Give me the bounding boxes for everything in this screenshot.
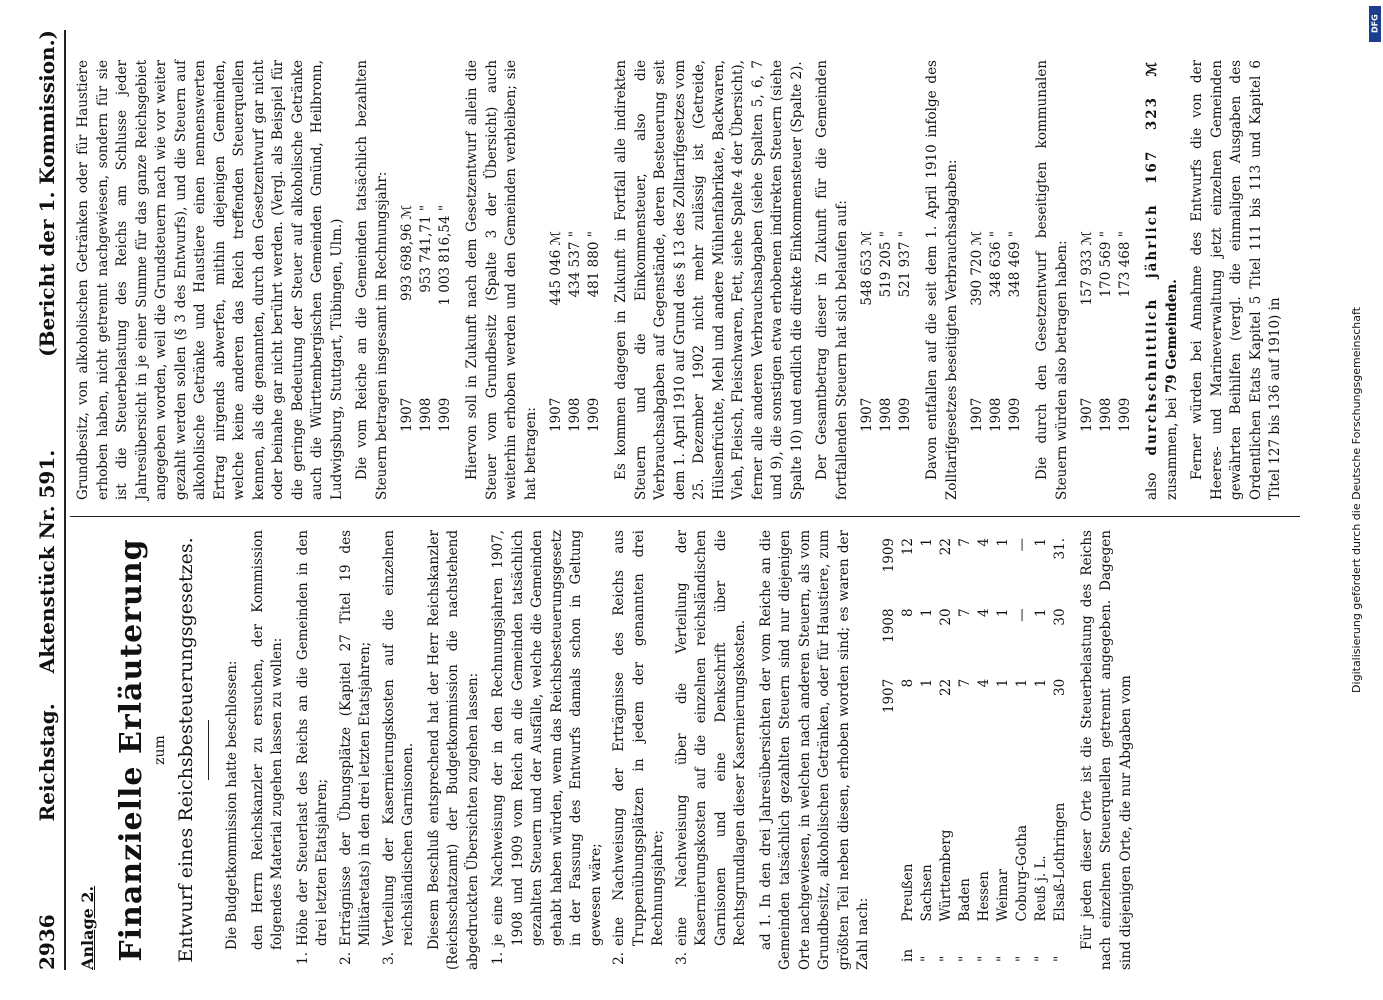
amount-table-verbrauch bbox=[968, 223, 1025, 440]
year-header: 1908 bbox=[880, 608, 897, 643]
paragraph: ad 1. In den drei Jahresübersichten der vom Reiche an die Gemeinden tatsächlich gezahlten Steuern sind nur diejenigen Orte nachgewiesen, in welchen nach anderen Steuern, als vom Grundbesitz, alkoholischen Getränken, oder für Haustiere, zum größten Teil neben diesen, erhoben worden sind; es waren der Zahl nach: bbox=[757, 530, 871, 970]
list-item bbox=[610, 530, 669, 970]
year-cell: 1907 bbox=[859, 397, 875, 432]
left-column bbox=[74, 530, 1294, 970]
table-row bbox=[436, 197, 455, 440]
year-cell: 1908 bbox=[988, 397, 1004, 432]
count-cell: 4 bbox=[975, 678, 992, 688]
table-row bbox=[417, 197, 436, 440]
column-divider bbox=[70, 516, 1300, 517]
row-prefix: " bbox=[994, 955, 1011, 962]
paragraph: Grundbesitz, von alkoholischen Getränken oder für Haustiere erhoben haben, nicht getrennt nachgewiesen, sondern für sie ist die Steuerbelastung des Reichs am Schlusse jeder Jahresübersicht in je einer Summe für das ganze Reichsgebiet angegeben worden, weil die Grundsteuern nach wie vor weiter gezahlt werden sollen (§ 3 des Entwurfs), und die Steuern auf alkoholische Getränke und Haustiere einen nennenswerten Ertrag nirgends abwerfen, mithin diejenigen Gemeinden, welche keine anderen das Reich treffenden Steuerquellen kennen, als die genannten, durch den Gesetzentwurf gar nicht oder beinahe gar nicht berührt werden. (Vergl. als Beispiel für die geringe Bedeutung der Steuer auf alkoholische Getränke auch die Württembergischen Gemeinden Gmünd, Heilbronn, Ludwigsburg, Stuttgart, Tübingen, Ulm.) bbox=[75, 60, 345, 500]
page-header bbox=[30, 30, 66, 970]
request-list bbox=[294, 530, 419, 970]
count-cell: 1 bbox=[918, 678, 935, 688]
paragraph: Die durch den Gesetzentwurf beseitigten kommunalen Steuern würden also betragen haben: bbox=[1034, 60, 1070, 500]
state-name: Reuß j. L. bbox=[1032, 855, 1049, 922]
list-text: je eine Nachweisung der in den Rechnungsjahren 1907, 1908 und 1909 vom Reich an die Gemeinden tatsächlich gezahlten Steuern und der Ausfälle, welche die Gemeinden gehabt haben würden, wenn das Reichsbesteuerungsgesetz in der Fassung des Entwurfs damals schon in Geltung gewesen wäre; bbox=[490, 530, 604, 946]
emphasized-amount: durchschnittlich jährlich 167 323 ℳ bbox=[1144, 60, 1160, 456]
list-item bbox=[489, 530, 606, 970]
year-cell: 1909 bbox=[437, 397, 453, 432]
list-number: 3. bbox=[673, 952, 690, 965]
table-row bbox=[968, 223, 987, 440]
paragraph: den Herrn Reichskanzler zu ersuchen, der Kommission folgendes Material zugehen lassen zu wollen: bbox=[249, 530, 285, 950]
average-statement bbox=[1143, 60, 1182, 500]
state-name: Sachsen bbox=[918, 864, 935, 922]
paragraph: Für jeden dieser Orte ist die Steuerbelastung des Reichs nach einzelnen Steuerquellen getrennt angegeben. Dagegen sind diejenigen Orte, die nur Abgaben vom bbox=[1078, 530, 1134, 970]
count-cell: 8 bbox=[899, 608, 916, 617]
count-cell: 22 bbox=[937, 538, 954, 556]
count-cell: — bbox=[1013, 538, 1030, 552]
table-row bbox=[877, 223, 896, 440]
row-prefix: " bbox=[975, 955, 992, 962]
year-header: 1909 bbox=[880, 538, 897, 573]
amount-cell: 481 880 " bbox=[586, 231, 602, 298]
overview-list bbox=[489, 530, 751, 970]
count-cell: — bbox=[1013, 608, 1030, 622]
list-number: 2. bbox=[337, 952, 354, 965]
state-name: Baden bbox=[956, 878, 973, 922]
paragraph: Die vom Reiche an die Gemeinden tatsächlich bezahlten Steuern betragen insgesamt im Rechnungsjahr: bbox=[354, 60, 390, 500]
count-cell: 1 bbox=[1013, 678, 1030, 688]
main-title: Finanzielle Erläuterung bbox=[113, 538, 149, 962]
table-row bbox=[975, 530, 994, 970]
count-cell: 20 bbox=[937, 608, 954, 626]
count-cell: 7 bbox=[956, 538, 973, 547]
count-cell: 1 bbox=[1032, 538, 1049, 547]
table-row bbox=[956, 530, 975, 970]
amount-cell: 519 205 " bbox=[878, 231, 894, 298]
amount-cell: 1 003 816,54 " bbox=[437, 204, 453, 306]
table-row bbox=[937, 530, 956, 970]
count-cell: 12 bbox=[899, 538, 916, 556]
year-cell: 1908 bbox=[567, 397, 583, 432]
list-text: Höhe der Steuerlast des Reichs an die Gemeinden in den drei letzten Etatsjahren; bbox=[294, 530, 330, 946]
header-reichstag: Reichstag. bbox=[35, 703, 59, 822]
table-row bbox=[1051, 530, 1070, 970]
list-number: 3. bbox=[380, 952, 397, 965]
amount-table-total bbox=[398, 197, 455, 440]
amount-cell: 348 469 " bbox=[1007, 231, 1023, 298]
year-header: 1907 bbox=[880, 678, 897, 714]
count-cell: 30 bbox=[1051, 678, 1068, 696]
state-name: Hessen bbox=[975, 871, 992, 922]
table-row bbox=[1097, 223, 1116, 440]
amount-cell: 434 537 " bbox=[567, 231, 583, 298]
list-item bbox=[673, 530, 751, 970]
state-name: Weimar bbox=[994, 869, 1011, 922]
document-page bbox=[30, 30, 1310, 970]
row-prefix: " bbox=[1032, 955, 1049, 962]
list-item bbox=[337, 530, 376, 970]
paragraph: Ferner würden bei Annahme des Entwurfs die von der Heeres- und Marineverwaltung jetzt einzelnen Gemeinden gewährten Beihilfen (vergl. die einmaligen Ausgaben des Ordentlichen Etats Kapitel 5 Titel 111 bis 113 und Kapitel 6 Titel 127 bis 136 auf 1910) in bbox=[1189, 60, 1283, 500]
paragraph: Es kommen dagegen in Zukunft in Fortfall alle indirekten Steuern und die Einkommensteuer, also die Verbrauchsabgaben auf Gegenstände, deren Besteuerung seit dem 1. April 1910 auf Grund des § 13 des Zolltarifgesetzes vom 25. Dezember 1902 nicht mehr zulässig ist (Getreide, Hülsenfrüchte, Mehl und andere Mühlenfabrikate, Backwaren, Vieh, Fleisch, Fleischwaren, Fett, siehe Spalte 4 der Übersicht), ferner alle anderen Verbrauchsabgaben (siehe Spalten 5, 6, 7 und 9), die sonstigen etwa erhobenen indirekten Steuern (siehe Spalte 10) und endlich die direkte Einkommensteuer (Spalte 2). bbox=[613, 60, 805, 500]
rotated-page-content bbox=[30, 30, 1310, 970]
paragraph: Diesem Beschluß entsprechend hat der Herr Reichskanzler (Reichsschatzamt) der Budgetkommission die nachstehend abgedruckten Übersichten zugehen lassen: bbox=[425, 530, 481, 970]
amount-cell: 157 933 ℳ bbox=[1079, 231, 1095, 306]
paragraph: Davon entfallen auf die seit dem 1. April 1910 infolge des Zolltarifgesetzes beseitigten Verbrauchsabgaben: bbox=[924, 60, 960, 500]
table-row bbox=[899, 530, 918, 970]
row-prefix: " bbox=[1051, 955, 1068, 962]
count-cell: 1 bbox=[918, 608, 935, 617]
table-row bbox=[987, 223, 1006, 440]
table-header-row bbox=[880, 530, 899, 970]
amount-cell: 993 698,96 ℳ bbox=[399, 204, 415, 301]
year-cell: 1907 bbox=[548, 397, 564, 432]
table-row bbox=[585, 223, 604, 440]
count-cell: 1 bbox=[918, 538, 935, 547]
list-number: 1. bbox=[294, 952, 311, 965]
list-text: Erträgnisse der Übungsplätze (Kapitel 27 Titel 19 des Militäretats) in den drei letzten Etatsjahren; bbox=[337, 530, 373, 946]
year-cell: 1909 bbox=[586, 397, 602, 432]
list-item bbox=[380, 530, 419, 970]
year-cell: 1908 bbox=[1098, 397, 1114, 432]
amount-table-grundbesitz bbox=[547, 223, 604, 440]
count-cell: 31. bbox=[1051, 538, 1068, 560]
state-name: Preußen bbox=[899, 863, 916, 922]
state-count-table bbox=[880, 530, 1070, 970]
year-cell: 1909 bbox=[1007, 397, 1023, 432]
row-prefix: " bbox=[918, 955, 935, 962]
year-cell: 1908 bbox=[418, 397, 434, 432]
anlage-heading: Anlage 2. bbox=[78, 885, 97, 970]
count-cell: 4 bbox=[975, 538, 992, 547]
count-cell: 1 bbox=[994, 608, 1011, 617]
digitization-note-text: Digitalisierung gefördert durch die Deutsche Forschungsgemeinschaft bbox=[1349, 307, 1363, 693]
amount-cell: 445 046 ℳ bbox=[548, 231, 564, 306]
list-text: Verteilung der Kasernierungskosten auf die einzelnen reichsländischen Garnisonen. bbox=[380, 530, 416, 946]
title-rule bbox=[208, 720, 209, 780]
count-cell: 4 bbox=[975, 608, 992, 617]
year-cell: 1909 bbox=[1117, 397, 1133, 432]
year-cell: 1907 bbox=[969, 397, 985, 432]
amount-cell: 170 569 " bbox=[1098, 231, 1114, 298]
table-row bbox=[1006, 223, 1025, 440]
row-prefix: " bbox=[937, 955, 954, 962]
count-cell: 1 bbox=[1032, 678, 1049, 688]
page-number: 2936 bbox=[35, 914, 59, 970]
paragraph: Der Gesamtbetrag dieser in Zukunft für die Gemeinden fortfallenden Steuern hat sich belaufen auf: bbox=[814, 60, 850, 500]
paragraph: Hiervon soll in Zukunft nach dem Gesetzentwurf allein die Steuer vom Grundbesitz (Spalte 3 der Übersicht) auch weiterhin erhoben werden und den Gemeinden verbleiben; sie hat betragen: bbox=[464, 60, 539, 500]
digitization-note bbox=[1336, 30, 1376, 970]
count-cell: 7 bbox=[956, 608, 973, 617]
dfg-logo: DFG bbox=[1369, 6, 1381, 42]
list-number: 1. bbox=[490, 952, 506, 965]
list-number: 2. bbox=[611, 952, 627, 965]
table-row bbox=[547, 223, 566, 440]
row-prefix: in bbox=[899, 948, 916, 962]
count-cell: 1 bbox=[1032, 608, 1049, 617]
sub-title: Entwurf eines Reichsbesteuerungsgesetzes. bbox=[174, 537, 197, 963]
table-row bbox=[858, 223, 877, 440]
table-row bbox=[1013, 530, 1032, 970]
amount-cell: 173 468 " bbox=[1117, 231, 1133, 298]
header-bericht: (Bericht der 1. Kommission.) bbox=[35, 30, 59, 357]
amount-cell: 548 653 ℳ bbox=[859, 231, 875, 306]
table-row bbox=[1078, 223, 1097, 440]
amount-table-kommunal bbox=[1078, 223, 1135, 440]
row-prefix: " bbox=[956, 955, 973, 962]
state-name: Elsaß-Lothringen bbox=[1051, 802, 1068, 922]
table-row bbox=[1032, 530, 1051, 970]
table-row bbox=[994, 530, 1013, 970]
year-cell: 1907 bbox=[1079, 397, 1095, 432]
list-text: eine Nachweisung der Erträgnisse des Reichs aus Truppenübungsplätzen in jedem der genannten drei Rechnungsjahre; bbox=[611, 530, 666, 946]
count-cell: 30 bbox=[1051, 608, 1068, 626]
amount-cell: 348 636 " bbox=[988, 231, 1004, 298]
state-name: Coburg-Gotha bbox=[1013, 824, 1030, 922]
row-prefix: " bbox=[1013, 955, 1030, 962]
list-text: eine Nachweisung über die Verteilung der Kasernierungskosten auf die einzelnen reichsländischen Garnisonen und eine Denkschrift über die Rechtsgrundlagen dieser Kasernierungskosten. bbox=[673, 530, 748, 946]
state-name: Württemberg bbox=[937, 829, 954, 922]
title-zum: zum bbox=[152, 735, 168, 765]
amount-cell: 521 937 " bbox=[897, 231, 913, 298]
right-column bbox=[74, 60, 1294, 500]
year-cell: 1907 bbox=[399, 397, 415, 432]
count-cell: 7 bbox=[956, 678, 973, 688]
year-cell: 1908 bbox=[878, 397, 894, 432]
table-row bbox=[398, 197, 417, 440]
year-cell: 1909 bbox=[897, 397, 913, 432]
text-fragment: also bbox=[1144, 472, 1160, 500]
table-row bbox=[1116, 223, 1135, 440]
count-cell: 8 bbox=[899, 678, 916, 688]
amount-table-fortfall bbox=[858, 223, 915, 440]
table-row bbox=[566, 223, 585, 440]
paragraph: Die Budgetkommission hatte beschlossen: bbox=[224, 660, 240, 950]
amount-cell: 953 741,71 " bbox=[418, 204, 434, 293]
count-cell: 22 bbox=[937, 678, 954, 696]
table-row bbox=[896, 223, 915, 440]
count-cell: 1 bbox=[994, 538, 1011, 547]
list-item bbox=[294, 530, 333, 970]
text-fragment: zusammen, bei bbox=[1163, 397, 1180, 500]
amount-cell: 390 720 ℳ bbox=[969, 231, 985, 306]
header-aktenstueck: Aktenstück Nr. 591. bbox=[35, 449, 59, 674]
table-row bbox=[918, 530, 937, 970]
count-cell: 1 bbox=[994, 678, 1011, 688]
emphasized-count: 79 Gemeinden. bbox=[1163, 279, 1180, 394]
